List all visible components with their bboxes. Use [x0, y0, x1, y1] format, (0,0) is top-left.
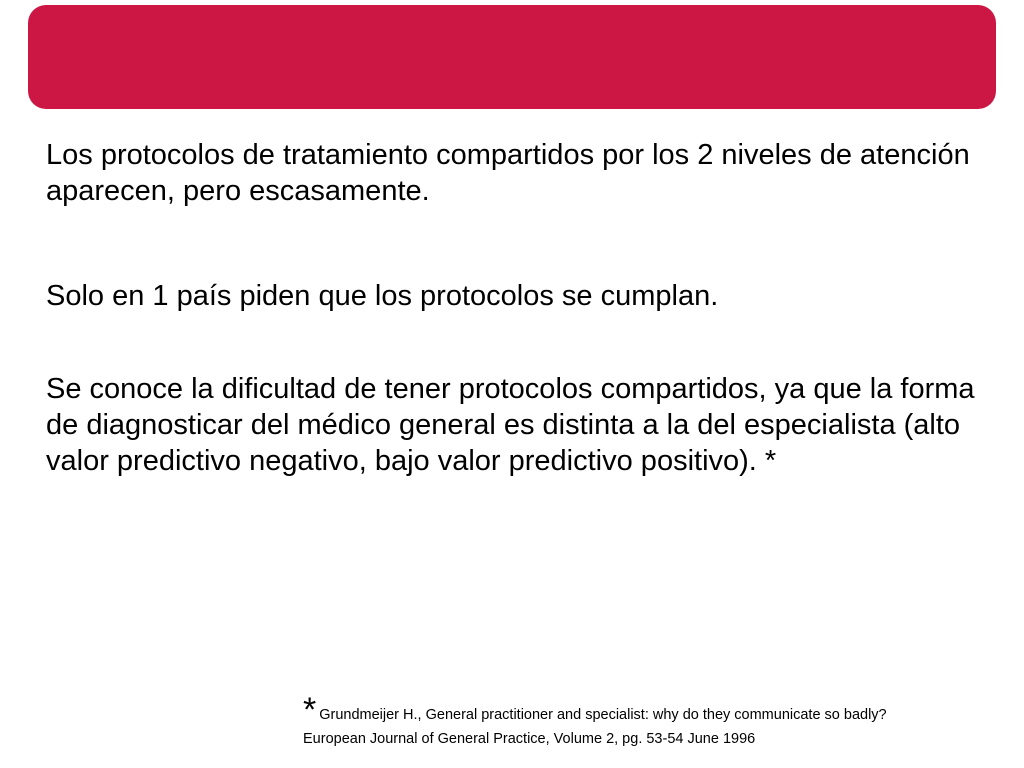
paragraph-diagnosis-difficulty: Se conoce la dificultad de tener protocolos compartidos, ya que la forma de diagnosticar del médico general es distinta a la del especialista (alto valor predictivo negativo, bajo valor predictivo positivo). *	[46, 373, 975, 477]
footnote-citation-line1: Grundmeijer H., General practitioner and specialist: why do they communicate so badly?	[319, 707, 887, 723]
title-bar	[28, 5, 996, 109]
footnote	[303, 691, 1018, 749]
paragraph-one-country: Solo en 1 país piden que los protocolos se cumplan.	[46, 280, 719, 312]
footnote-marker: *	[303, 691, 317, 729]
footnote-citation-line2: European Journal of General Practice, Volume 2, pg. 53-54 June 1996	[303, 731, 756, 747]
paragraph-shared-protocols: Los protocolos de tratamiento compartidos por los 2 niveles de atención aparecen, pero escasamente.	[46, 139, 970, 207]
